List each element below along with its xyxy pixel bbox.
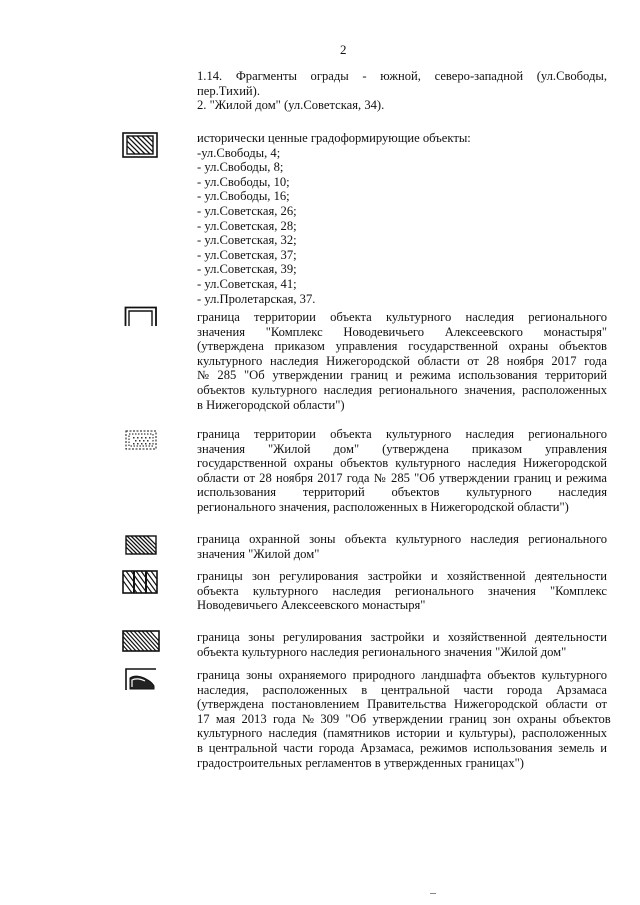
legend-entry-monastery-territory	[197, 310, 607, 412]
landscape-zone-icon	[124, 667, 158, 691]
legend-text-line: объекта культурного наследия регионального значения "Жилой дом"	[197, 644, 567, 659]
legend-entry-monastery-regulation-zone	[197, 569, 607, 613]
legend-text-line: Новодевичьего Алексеевского монастыря"	[197, 598, 426, 613]
legend-text-line: границы зон регулирования застройки и хозяйственной деятельности	[197, 569, 607, 583]
legend-text-line: объектов культурного наследия регионального значения, расположенных	[197, 382, 607, 397]
legend-text-line: 17 мая 2013 года № 309 "Об утверждении границ зон охраны объектов	[197, 711, 611, 726]
regulation-zone-house-icon	[122, 630, 160, 652]
legend-text-line: граница зоны регулирования застройки и хозяйственной деятельности	[197, 630, 607, 644]
page-number: 2	[340, 42, 347, 57]
legend-text-line: государственной охраны объектов культурного наследия Нижегородской	[197, 456, 607, 471]
legend-entry-house-territory	[197, 427, 607, 515]
legend-entry-house-protection-zone	[197, 532, 607, 561]
legend-text-line: граница охранной зоны объекта культурного наследия регионального	[197, 532, 607, 546]
list-item: - ул.Свободы, 10;	[197, 174, 290, 189]
list-item: - ул.Советская, 39;	[197, 262, 297, 277]
legend-entry-landscape-zone	[197, 668, 611, 770]
legend-text-line: использования территорий объектов культурного наследия	[197, 485, 607, 500]
legend-text-line: значения "Жилой дом"	[197, 546, 320, 561]
intro-line-1: 1.14. Фрагменты ограды - южной, северо-западной (ул.Свободы,	[197, 69, 607, 83]
intro-line-2: пер.Тихий).	[197, 83, 261, 98]
list-item: - ул.Свободы, 16;	[197, 189, 290, 204]
list-item: -ул.Свободы, 4;	[197, 145, 281, 160]
list-item: - ул.Советская, 32;	[197, 233, 297, 248]
dotted-boundary-icon	[125, 430, 157, 450]
intro-block	[197, 69, 607, 113]
legend-text-line: объекта культурного наследия регионального значения "Комплекс	[197, 583, 607, 598]
legend-text-line: граница территории объекта культурного наследия регионального	[197, 427, 607, 441]
legend-text-line: градостроительных регламентов в утвержденных границах")	[197, 755, 524, 770]
list-item: - ул.Советская, 26;	[197, 203, 297, 218]
legend-text-line: значения "Комплекс Новодевичьего Алексеевского монастыря"	[197, 324, 607, 339]
historic-objects-title: исторически ценные градоформирующие объекты:	[197, 131, 471, 145]
legend-text-line: культурного наследия (памятников истории и культуры), расположенных	[197, 726, 607, 741]
list-item: - ул.Советская, 28;	[197, 218, 297, 233]
regulation-zone-monastery-icon	[122, 570, 158, 594]
legend-text-line: в центральной части города Арзамаса, режимов использования земель и	[197, 740, 607, 755]
legend-text-line: области от 28 ноября 2017 года № 285 "Об утверждении границ и режима	[197, 470, 607, 485]
list-item: - ул.Советская, 37;	[197, 247, 297, 262]
legend-text-line: (утверждена постановлением Правительства Нижегородской области от	[197, 697, 607, 712]
list-item: - ул.Советская, 41;	[197, 276, 297, 291]
list-item: - ул.Свободы, 8;	[197, 160, 284, 175]
intro-line-3: 2. "Жилой дом" (ул.Советская, 34).	[197, 98, 385, 113]
protection-zone-hatch-icon	[125, 535, 157, 555]
legend-text-line: значения "Жилой дом" (утверждена приказом управления	[197, 441, 607, 456]
legend-text-line: граница зоны охраняемого природного ландшафта объектов культурного	[197, 668, 607, 682]
corner-boundary-icon	[124, 306, 158, 328]
legend-entry-house-regulation-zone	[197, 630, 607, 659]
legend-text-line: (утверждена приказом управления государственной охраны объектов	[197, 339, 607, 354]
legend-text-line: граница территории объекта культурного наследия регионального	[197, 310, 607, 324]
legend-text-line: в Нижегородской области")	[197, 397, 345, 412]
historic-objects-block	[197, 131, 607, 306]
legend-text-line: № 285 "Об утверждении границ и режима использования территорий	[197, 368, 607, 383]
list-item: - ул.Пролетарская, 37.	[197, 291, 316, 306]
legend-text-line: наследия, расположенных в центральной части города Арзамаса	[197, 682, 607, 697]
legend-text-line: культурного наследия Нижегородской области от 28 ноября 2017 года	[197, 353, 607, 368]
scan-artifact	[430, 893, 436, 897]
diagonal-hatch-square-icon	[122, 132, 158, 158]
legend-text-line: регионального значения, расположенных в Нижегородской области")	[197, 499, 569, 514]
